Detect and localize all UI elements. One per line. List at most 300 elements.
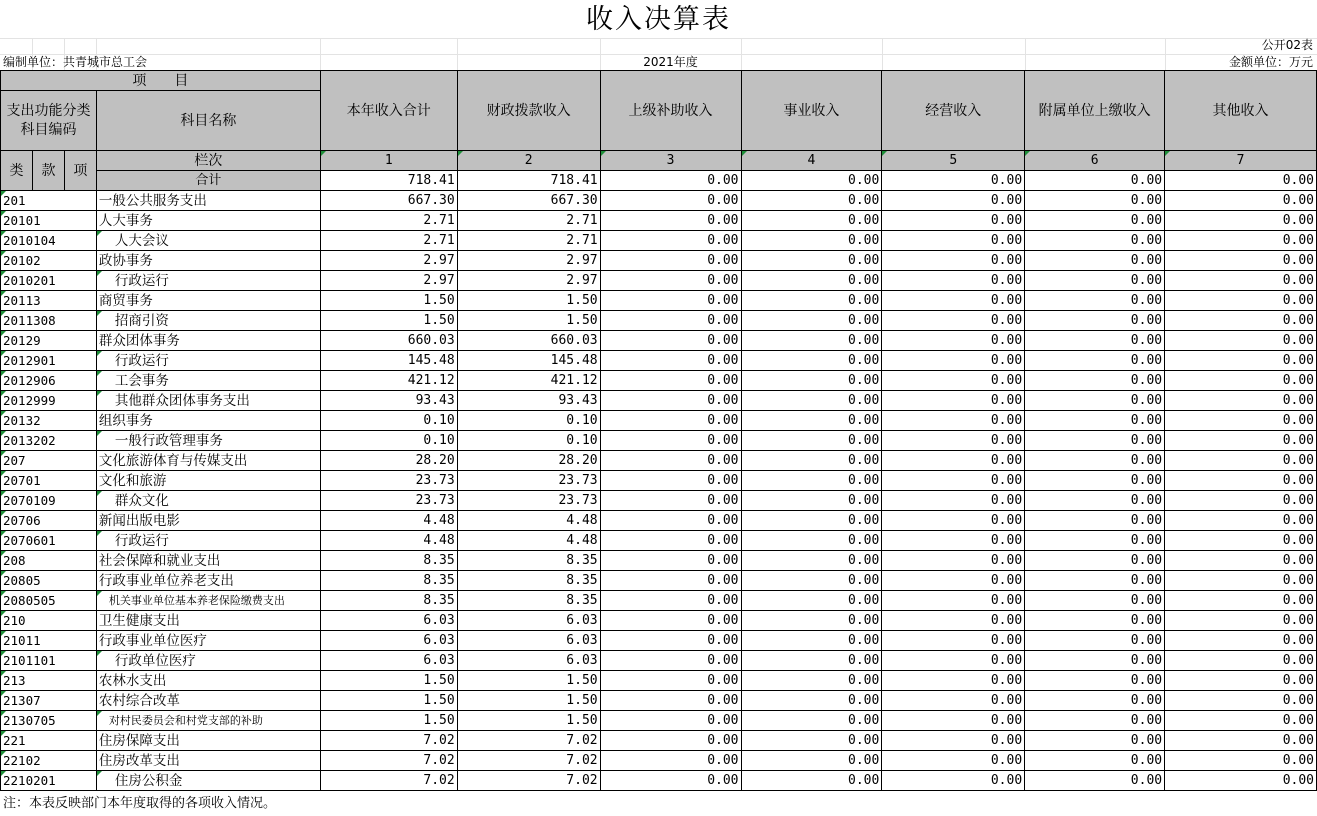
amount-cell[interactable]: 0.00 xyxy=(882,251,1025,271)
amount-cell[interactable]: 0.10 xyxy=(457,411,600,431)
amount-cell[interactable]: 0.00 xyxy=(600,731,741,751)
amount-cell[interactable]: 0.00 xyxy=(882,491,1025,511)
function-code-cell[interactable]: 20805 xyxy=(1,571,97,591)
amount-cell[interactable]: 0.00 xyxy=(882,451,1025,471)
amount-cell[interactable]: 145.48 xyxy=(457,351,600,371)
amount-cell[interactable]: 0.00 xyxy=(1025,451,1165,471)
amount-cell[interactable]: 0.00 xyxy=(882,691,1025,711)
amount-cell[interactable]: 0.00 xyxy=(882,431,1025,451)
subject-name-cell[interactable]: 人大事务 xyxy=(96,211,320,231)
amount-cell[interactable]: 0.00 xyxy=(1165,591,1317,611)
amount-cell[interactable]: 1.50 xyxy=(457,691,600,711)
text-number-indicator-icon xyxy=(1,391,6,396)
amount-cell[interactable]: 0.00 xyxy=(1025,331,1165,351)
amount-cell[interactable]: 0.00 xyxy=(600,451,741,471)
amount-cell[interactable]: 0.00 xyxy=(741,511,882,531)
amount-cell[interactable]: 0.00 xyxy=(882,651,1025,671)
amount-cell[interactable]: 8.35 xyxy=(320,551,457,571)
table-row xyxy=(1,351,1317,371)
amount-cell[interactable]: 1.50 xyxy=(320,711,457,731)
function-code-cell[interactable]: 210 xyxy=(1,611,97,631)
amount-cell[interactable]: 0.00 xyxy=(1165,191,1317,211)
function-code-cell[interactable]: 20706 xyxy=(1,511,97,531)
amount-cell[interactable]: 0.00 xyxy=(1025,771,1165,791)
amount-cell[interactable]: 0.00 xyxy=(600,271,741,291)
subject-name-cell[interactable]: 其他群众团体事务支出 xyxy=(96,391,320,411)
amount-cell[interactable]: 0.00 xyxy=(1165,491,1317,511)
text-number-indicator-icon xyxy=(1,531,6,536)
amount-cell[interactable]: 0.00 xyxy=(741,291,882,311)
amount-cell[interactable]: 1.50 xyxy=(457,671,600,691)
amount-cell[interactable]: 0.10 xyxy=(457,431,600,451)
amount-cell[interactable]: 0.00 xyxy=(1165,211,1317,231)
amount-cell[interactable]: 0.00 xyxy=(882,471,1025,491)
column-number-7: 7 xyxy=(1165,151,1317,171)
amount-cell[interactable]: 0.00 xyxy=(741,331,882,351)
function-code-cell[interactable]: 2070601 xyxy=(1,531,97,551)
amount-cell[interactable]: 0.00 xyxy=(600,751,741,771)
amount-cell[interactable]: 6.03 xyxy=(457,631,600,651)
amount-cell[interactable]: 0.00 xyxy=(1165,451,1317,471)
amount-cell[interactable]: 0.00 xyxy=(741,731,882,751)
amount-cell[interactable]: 0.00 xyxy=(1165,351,1317,371)
amount-cell[interactable]: 0.00 xyxy=(741,691,882,711)
subject-name-cell[interactable]: 群众团体事务 xyxy=(96,331,320,351)
amount-cell[interactable]: 0.00 xyxy=(882,591,1025,611)
amount-cell[interactable]: 0.00 xyxy=(1165,271,1317,291)
subject-name-cell[interactable]: 行政运行 xyxy=(96,531,320,551)
amount-cell[interactable]: 0.00 xyxy=(1165,531,1317,551)
amount-cell[interactable]: 1.50 xyxy=(457,311,600,331)
amount-cell[interactable]: 0.00 xyxy=(1025,631,1165,651)
subject-name-cell[interactable]: 行政事业单位养老支出 xyxy=(96,571,320,591)
amount-cell[interactable]: 0.00 xyxy=(741,211,882,231)
subject-name-cell[interactable]: 组织事务 xyxy=(96,411,320,431)
subject-name-cell[interactable]: 一般行政管理事务 xyxy=(96,431,320,451)
table-row xyxy=(1,491,1317,511)
amount-cell[interactable]: 0.00 xyxy=(741,371,882,391)
amount-cell[interactable]: 0.00 xyxy=(600,431,741,451)
amount-cell[interactable]: 0.00 xyxy=(882,271,1025,291)
amount-cell[interactable]: 0.00 xyxy=(741,651,882,671)
subject-name-cell[interactable]: 卫生健康支出 xyxy=(96,611,320,631)
amount-cell[interactable]: 0.00 xyxy=(1165,231,1317,251)
amount-cell[interactable]: 0.00 xyxy=(882,331,1025,351)
subject-name-cell[interactable]: 住房改革支出 xyxy=(96,751,320,771)
subject-name-cell[interactable]: 农林水支出 xyxy=(96,671,320,691)
amount-cell[interactable]: 2.97 xyxy=(320,271,457,291)
amount-cell[interactable]: 7.02 xyxy=(457,731,600,751)
amount-cell[interactable]: 0.00 xyxy=(1025,611,1165,631)
amount-cell[interactable]: 0.00 xyxy=(1025,511,1165,531)
amount-cell[interactable]: 23.73 xyxy=(457,491,600,511)
amount-cell[interactable]: 0.00 xyxy=(882,311,1025,331)
amount-cell[interactable]: 0.00 xyxy=(882,531,1025,551)
amount-cell[interactable]: 7.02 xyxy=(320,731,457,751)
subject-name-cell[interactable]: 社会保障和就业支出 xyxy=(96,551,320,571)
amount-cell[interactable]: 145.48 xyxy=(320,351,457,371)
amount-cell[interactable]: 0.10 xyxy=(320,411,457,431)
total-cell: 718.41 xyxy=(457,171,600,191)
amount-cell[interactable]: 0.00 xyxy=(882,191,1025,211)
amount-cell[interactable]: 0.00 xyxy=(882,551,1025,571)
amount-cell[interactable]: 0.00 xyxy=(1165,471,1317,491)
function-code-cell[interactable]: 2101101 xyxy=(1,651,97,671)
amount-cell[interactable]: 7.02 xyxy=(457,751,600,771)
amount-cell[interactable]: 0.00 xyxy=(1165,631,1317,651)
amount-cell[interactable]: 0.00 xyxy=(600,331,741,351)
amount-cell[interactable]: 0.00 xyxy=(741,631,882,651)
amount-cell[interactable]: 28.20 xyxy=(320,451,457,471)
amount-cell[interactable]: 0.00 xyxy=(882,411,1025,431)
amount-cell[interactable]: 0.00 xyxy=(882,511,1025,531)
function-code-cell[interactable]: 2012999 xyxy=(1,391,97,411)
amount-cell[interactable]: 8.35 xyxy=(457,551,600,571)
amount-cell[interactable]: 1.50 xyxy=(457,291,600,311)
text-number-indicator-icon xyxy=(1,371,6,376)
page-title: 收入决算表 xyxy=(0,0,1317,38)
amount-cell[interactable]: 0.00 xyxy=(1165,731,1317,751)
subject-name-cell[interactable]: 住房公积金 xyxy=(96,771,320,791)
amount-cell[interactable]: 0.00 xyxy=(600,631,741,651)
amount-cell[interactable]: 1.50 xyxy=(320,291,457,311)
amount-cell[interactable]: 6.03 xyxy=(457,651,600,671)
amount-cell[interactable]: 0.00 xyxy=(1165,571,1317,591)
function-code-cell[interactable]: 2012906 xyxy=(1,371,97,391)
subject-name-cell[interactable]: 行政单位医疗 xyxy=(96,651,320,671)
column-number-6: 6 xyxy=(1025,151,1165,171)
subject-name-cell[interactable]: 对村民委员会和村党支部的补助 xyxy=(96,711,320,731)
subject-name-cell[interactable]: 商贸事务 xyxy=(96,291,320,311)
amount-cell[interactable]: 1.50 xyxy=(320,671,457,691)
amount-cell[interactable]: 0.00 xyxy=(600,211,741,231)
amount-cell[interactable]: 0.10 xyxy=(320,431,457,451)
amount-cell[interactable]: 0.00 xyxy=(1025,751,1165,771)
function-code-cell[interactable]: 2080505 xyxy=(1,591,97,611)
total-cell: 718.41 xyxy=(320,171,457,191)
amount-cell[interactable]: 0.00 xyxy=(600,711,741,731)
subject-name-cell[interactable]: 行政运行 xyxy=(96,351,320,371)
function-code-cell[interactable]: 2010201 xyxy=(1,271,97,291)
amount-cell[interactable]: 0.00 xyxy=(1165,611,1317,631)
text-number-indicator-icon xyxy=(1,731,6,736)
fiscal-year-label: 2021年度 xyxy=(643,55,698,69)
function-code-cell[interactable]: 22102 xyxy=(1,751,97,771)
header-col-5: 经营收入 xyxy=(882,71,1025,151)
amount-cell[interactable]: 0.00 xyxy=(1025,351,1165,371)
amount-cell[interactable]: 0.00 xyxy=(600,651,741,671)
amount-cell[interactable]: 0.00 xyxy=(882,751,1025,771)
amount-cell[interactable]: 0.00 xyxy=(741,671,882,691)
function-code-cell[interactable]: 20102 xyxy=(1,251,97,271)
amount-cell[interactable]: 7.02 xyxy=(320,751,457,771)
amount-cell[interactable]: 93.43 xyxy=(320,391,457,411)
amount-cell[interactable]: 4.48 xyxy=(320,511,457,531)
amount-cell[interactable]: 0.00 xyxy=(600,551,741,571)
amount-cell[interactable]: 0.00 xyxy=(741,231,882,251)
amount-cell[interactable]: 6.03 xyxy=(457,611,600,631)
function-code-cell[interactable]: 20132 xyxy=(1,411,97,431)
amount-cell[interactable]: 0.00 xyxy=(600,511,741,531)
text-number-indicator-icon xyxy=(1,231,6,236)
amount-cell[interactable]: 0.00 xyxy=(1025,371,1165,391)
amount-cell[interactable]: 0.00 xyxy=(1165,551,1317,571)
amount-cell[interactable]: 0.00 xyxy=(600,611,741,631)
amount-cell[interactable]: 7.02 xyxy=(457,771,600,791)
subject-name-cell[interactable]: 住房保障支出 xyxy=(96,731,320,751)
amount-cell[interactable]: 421.12 xyxy=(457,371,600,391)
function-code-cell[interactable]: 21011 xyxy=(1,631,97,651)
amount-cell[interactable]: 0.00 xyxy=(741,351,882,371)
amount-cell[interactable]: 0.00 xyxy=(882,231,1025,251)
amount-cell[interactable]: 0.00 xyxy=(882,211,1025,231)
amount-cell[interactable]: 2.97 xyxy=(320,251,457,271)
amount-cell[interactable]: 0.00 xyxy=(1165,711,1317,731)
amount-cell[interactable]: 0.00 xyxy=(1025,431,1165,451)
amount-cell[interactable]: 0.00 xyxy=(1025,531,1165,551)
amount-cell[interactable]: 421.12 xyxy=(320,371,457,391)
amount-cell[interactable]: 0.00 xyxy=(1025,691,1165,711)
subject-name-cell[interactable]: 人大会议 xyxy=(96,231,320,251)
text-number-indicator-icon xyxy=(1,451,6,456)
amount-cell[interactable]: 0.00 xyxy=(741,271,882,291)
amount-cell[interactable]: 6.03 xyxy=(320,651,457,671)
amount-cell[interactable]: 0.00 xyxy=(600,371,741,391)
amount-cell[interactable]: 0.00 xyxy=(741,391,882,411)
amount-cell[interactable]: 0.00 xyxy=(741,491,882,511)
amount-cell[interactable]: 0.00 xyxy=(741,431,882,451)
amount-cell[interactable]: 660.03 xyxy=(457,331,600,351)
amount-cell[interactable]: 0.00 xyxy=(741,751,882,771)
amount-cell[interactable]: 0.00 xyxy=(600,351,741,371)
amount-cell[interactable]: 2.97 xyxy=(457,271,600,291)
subject-name-cell[interactable]: 文化旅游体育与传媒支出 xyxy=(96,451,320,471)
amount-cell[interactable]: 0.00 xyxy=(741,611,882,631)
text-indicator-icon xyxy=(97,351,102,356)
subject-name-cell[interactable]: 工会事务 xyxy=(96,371,320,391)
amount-cell[interactable]: 0.00 xyxy=(741,551,882,571)
amount-cell[interactable]: 0.00 xyxy=(600,251,741,271)
amount-cell[interactable]: 0.00 xyxy=(600,671,741,691)
amount-cell[interactable]: 0.00 xyxy=(741,471,882,491)
amount-cell[interactable]: 0.00 xyxy=(882,351,1025,371)
function-code-cell[interactable]: 2012901 xyxy=(1,351,97,371)
function-code-cell[interactable]: 20701 xyxy=(1,471,97,491)
amount-cell[interactable]: 0.00 xyxy=(882,711,1025,731)
subject-name-cell[interactable]: 行政运行 xyxy=(96,271,320,291)
amount-cell[interactable]: 0.00 xyxy=(1025,391,1165,411)
amount-cell[interactable]: 0.00 xyxy=(600,491,741,511)
amount-cell[interactable]: 6.03 xyxy=(320,631,457,651)
function-code-cell[interactable]: 201 xyxy=(1,191,97,211)
amount-cell[interactable]: 1.50 xyxy=(320,691,457,711)
amount-cell[interactable]: 0.00 xyxy=(1025,311,1165,331)
amount-cell[interactable]: 0.00 xyxy=(1165,311,1317,331)
text-indicator-icon xyxy=(97,311,102,316)
amount-cell[interactable]: 0.00 xyxy=(600,291,741,311)
subject-name-cell[interactable]: 农村综合改革 xyxy=(96,691,320,711)
amount-cell[interactable]: 2.97 xyxy=(457,251,600,271)
amount-cell[interactable]: 660.03 xyxy=(320,331,457,351)
amount-cell[interactable]: 4.48 xyxy=(457,511,600,531)
subject-name-cell[interactable]: 机关事业单位基本养老保险缴费支出 xyxy=(96,591,320,611)
amount-cell[interactable]: 0.00 xyxy=(600,391,741,411)
amount-cell[interactable]: 0.00 xyxy=(882,771,1025,791)
amount-cell[interactable]: 0.00 xyxy=(600,231,741,251)
amount-cell[interactable]: 0.00 xyxy=(1165,651,1317,671)
amount-cell[interactable]: 0.00 xyxy=(1165,251,1317,271)
table-row xyxy=(1,251,1317,271)
amount-cell[interactable]: 0.00 xyxy=(600,531,741,551)
text-number-indicator-icon xyxy=(1,431,6,436)
amount-cell[interactable]: 0.00 xyxy=(1025,551,1165,571)
function-code-cell[interactable]: 207 xyxy=(1,451,97,471)
amount-cell[interactable]: 0.00 xyxy=(882,291,1025,311)
amount-cell[interactable]: 0.00 xyxy=(1165,411,1317,431)
amount-cell[interactable]: 2.71 xyxy=(457,211,600,231)
amount-cell[interactable]: 0.00 xyxy=(741,451,882,471)
amount-cell[interactable]: 0.00 xyxy=(741,251,882,271)
function-code-cell[interactable]: 213 xyxy=(1,671,97,691)
amount-cell[interactable]: 0.00 xyxy=(741,591,882,611)
amount-cell[interactable]: 0.00 xyxy=(1165,771,1317,791)
amount-cell[interactable]: 23.73 xyxy=(320,491,457,511)
amount-cell[interactable]: 0.00 xyxy=(1025,671,1165,691)
amount-cell[interactable]: 0.00 xyxy=(1025,471,1165,491)
amount-cell[interactable]: 0.00 xyxy=(1025,591,1165,611)
function-code-cell[interactable]: 21307 xyxy=(1,691,97,711)
function-code-cell[interactable]: 2130705 xyxy=(1,711,97,731)
amount-cell[interactable]: 0.00 xyxy=(741,571,882,591)
text-number-indicator-icon xyxy=(1,771,6,776)
subject-name-cell[interactable]: 文化和旅游 xyxy=(96,471,320,491)
function-code-cell[interactable]: 2010104 xyxy=(1,231,97,251)
function-code-cell[interactable]: 2210201 xyxy=(1,771,97,791)
amount-cell[interactable]: 0.00 xyxy=(741,711,882,731)
function-code-cell[interactable]: 20129 xyxy=(1,331,97,351)
amount-cell[interactable]: 0.00 xyxy=(1165,331,1317,351)
amount-cell[interactable]: 0.00 xyxy=(1165,511,1317,531)
amount-cell[interactable]: 667.30 xyxy=(320,191,457,211)
amount-cell[interactable]: 0.00 xyxy=(741,311,882,331)
amount-cell[interactable]: 0.00 xyxy=(1165,371,1317,391)
amount-cell[interactable]: 8.35 xyxy=(320,591,457,611)
subject-name-cell[interactable]: 一般公共服务支出 xyxy=(96,191,320,211)
amount-cell[interactable]: 1.50 xyxy=(320,311,457,331)
amount-cell[interactable]: 0.00 xyxy=(600,571,741,591)
text-indicator-icon xyxy=(97,491,102,496)
amount-cell[interactable]: 0.00 xyxy=(882,371,1025,391)
amount-cell[interactable]: 0.00 xyxy=(741,191,882,211)
amount-cell[interactable]: 2.71 xyxy=(457,231,600,251)
amount-cell[interactable]: 0.00 xyxy=(1165,391,1317,411)
function-code-cell[interactable]: 2013202 xyxy=(1,431,97,451)
amount-cell[interactable]: 93.43 xyxy=(457,391,600,411)
amount-cell[interactable]: 0.00 xyxy=(882,631,1025,651)
amount-cell[interactable]: 23.73 xyxy=(457,471,600,491)
function-code-cell[interactable]: 20113 xyxy=(1,291,97,311)
amount-cell[interactable]: 0.00 xyxy=(600,191,741,211)
amount-cell[interactable]: 0.00 xyxy=(1025,411,1165,431)
amount-cell[interactable]: 0.00 xyxy=(600,411,741,431)
amount-cell[interactable]: 0.00 xyxy=(1025,251,1165,271)
table-row xyxy=(1,231,1317,251)
amount-cell[interactable]: 0.00 xyxy=(600,591,741,611)
amount-cell[interactable]: 8.35 xyxy=(457,591,600,611)
amount-cell[interactable]: 0.00 xyxy=(882,571,1025,591)
amount-cell[interactable]: 0.00 xyxy=(1025,271,1165,291)
amount-cell[interactable]: 0.00 xyxy=(600,311,741,331)
amount-cell[interactable]: 23.73 xyxy=(320,471,457,491)
amount-cell[interactable]: 4.48 xyxy=(320,531,457,551)
amount-cell[interactable]: 667.30 xyxy=(457,191,600,211)
amount-cell[interactable]: 0.00 xyxy=(1025,711,1165,731)
text-indicator-icon xyxy=(97,271,102,276)
amount-cell[interactable]: 0.00 xyxy=(600,471,741,491)
amount-cell[interactable]: 0.00 xyxy=(1025,571,1165,591)
amount-cell[interactable]: 0.00 xyxy=(741,531,882,551)
amount-cell[interactable]: 0.00 xyxy=(1165,431,1317,451)
table-row xyxy=(1,771,1317,791)
amount-cell[interactable]: 0.00 xyxy=(600,771,741,791)
table-row xyxy=(1,451,1317,471)
amount-cell[interactable]: 0.00 xyxy=(1025,651,1165,671)
amount-cell[interactable]: 0.00 xyxy=(882,731,1025,751)
amount-cell[interactable]: 7.02 xyxy=(320,771,457,791)
amount-cell[interactable]: 0.00 xyxy=(741,771,882,791)
text-number-indicator-icon xyxy=(1,291,6,296)
amount-cell[interactable]: 0.00 xyxy=(882,671,1025,691)
table-row xyxy=(1,331,1317,351)
amount-cell[interactable]: 2.71 xyxy=(320,211,457,231)
amount-cell[interactable]: 8.35 xyxy=(457,571,600,591)
amount-cell[interactable]: 28.20 xyxy=(457,451,600,471)
function-code-cell[interactable]: 2070109 xyxy=(1,491,97,511)
subject-name-cell[interactable]: 行政事业单位医疗 xyxy=(96,631,320,651)
function-code-cell[interactable]: 20101 xyxy=(1,211,97,231)
subject-name-cell[interactable]: 招商引资 xyxy=(96,311,320,331)
column-number-1: 1 xyxy=(320,151,457,171)
function-code-cell[interactable]: 208 xyxy=(1,551,97,571)
amount-cell[interactable]: 0.00 xyxy=(1025,191,1165,211)
amount-cell[interactable]: 0.00 xyxy=(1025,291,1165,311)
amount-cell[interactable]: 0.00 xyxy=(1165,691,1317,711)
amount-cell[interactable]: 0.00 xyxy=(1165,291,1317,311)
subject-name-cell[interactable]: 新闻出版电影 xyxy=(96,511,320,531)
amount-cell[interactable]: 0.00 xyxy=(741,411,882,431)
subject-name-cell[interactable]: 政协事务 xyxy=(96,251,320,271)
amount-cell[interactable]: 0.00 xyxy=(1025,731,1165,751)
amount-cell[interactable]: 1.50 xyxy=(457,711,600,731)
amount-cell[interactable]: 0.00 xyxy=(1165,671,1317,691)
table-row xyxy=(1,511,1317,531)
amount-cell[interactable]: 0.00 xyxy=(882,391,1025,411)
amount-cell[interactable]: 2.71 xyxy=(320,231,457,251)
function-code-cell[interactable]: 221 xyxy=(1,731,97,751)
amount-cell[interactable]: 4.48 xyxy=(457,531,600,551)
function-code-cell[interactable]: 2011308 xyxy=(1,311,97,331)
amount-cell[interactable]: 8.35 xyxy=(320,571,457,591)
amount-cell[interactable]: 0.00 xyxy=(1025,231,1165,251)
amount-cell[interactable]: 0.00 xyxy=(1025,491,1165,511)
amount-cell[interactable]: 0.00 xyxy=(882,611,1025,631)
text-number-indicator-icon xyxy=(1,651,6,656)
amount-cell[interactable]: 6.03 xyxy=(320,611,457,631)
amount-cell[interactable]: 0.00 xyxy=(1165,751,1317,771)
amount-cell[interactable]: 0.00 xyxy=(1025,211,1165,231)
amount-cell[interactable]: 0.00 xyxy=(600,691,741,711)
subject-name-cell[interactable]: 群众文化 xyxy=(96,491,320,511)
